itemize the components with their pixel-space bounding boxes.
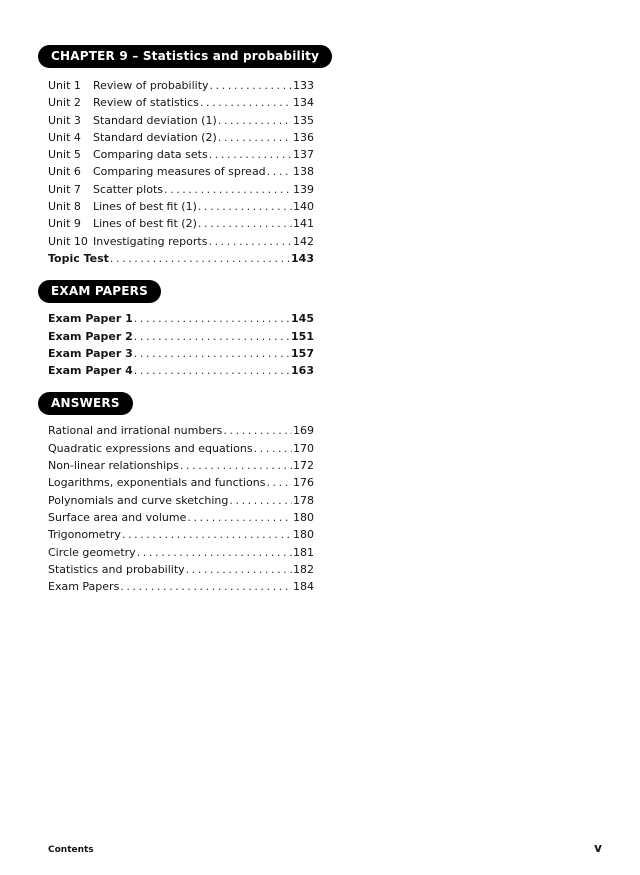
toc-entry-title: Comparing measures of spread (93, 165, 266, 179)
toc-entry-page-number: 180 (293, 510, 314, 524)
toc-entry-title: Lines of best fit (2) (93, 217, 197, 231)
toc-entry-page-number: 138 (293, 165, 314, 179)
toc-entry-title: Exam Paper 1 (48, 312, 133, 326)
toc-entry (48, 345, 314, 362)
toc-entry-title: Exam Paper 4 (48, 364, 133, 378)
toc-entry (48, 163, 314, 180)
toc-entry (48, 112, 314, 129)
toc-entry (48, 440, 314, 457)
dot-leader (267, 163, 292, 180)
toc-entry (48, 310, 314, 327)
toc-entry-page-number: 133 (293, 79, 314, 92)
answers-entries (48, 422, 314, 595)
toc-entry-page-number: 139 (293, 182, 314, 196)
dot-leader (229, 492, 292, 509)
toc-entry (48, 509, 314, 526)
toc-entry (48, 544, 314, 561)
toc-entry (48, 474, 314, 491)
page-footer (48, 841, 602, 855)
toc-entry-unit-label: Unit 5 (48, 148, 81, 162)
toc-entry-title: Investigating reports (93, 234, 208, 248)
exam-papers-heading-badge: EXAM PAPERS (38, 280, 161, 303)
dot-leader (210, 77, 292, 94)
toc-entry-page-number: 157 (291, 346, 314, 360)
dot-leader (223, 422, 292, 439)
dot-leader (134, 328, 290, 345)
toc-entry-page-number: 140 (293, 200, 314, 214)
toc-entry-title: Exam Paper 2 (48, 329, 133, 343)
toc-entry-page-number: 180 (293, 528, 314, 542)
toc-entry-page-number: 141 (293, 217, 314, 231)
toc-entry-title: Exam Papers (48, 580, 120, 594)
toc-entry-page-number: 176 (293, 476, 314, 490)
toc-entry-title: Polynomials and curve sketching (48, 493, 229, 507)
toc-entry-title: Non-linear relationships (48, 459, 179, 473)
toc-entry (48, 181, 314, 198)
toc-entry (48, 526, 314, 543)
toc-entry-page-number: 137 (293, 148, 314, 162)
dot-leader (198, 198, 292, 215)
answers-heading-badge: ANSWERS (38, 392, 133, 415)
toc-entry-page-number: 170 (293, 441, 314, 455)
toc-entry-page-number: 151 (291, 329, 314, 343)
toc-entry-title: Exam Paper 3 (48, 346, 133, 360)
toc-entry (48, 129, 314, 146)
toc-entry-page-number: 142 (293, 234, 314, 248)
table-of-contents (38, 45, 320, 595)
toc-entry-page-number: 163 (291, 364, 314, 378)
chapter-heading-badge: CHAPTER 9 – Statistics and probability (38, 45, 332, 68)
toc-entry-unit-label: Unit 2 (48, 96, 81, 110)
dot-leader (137, 544, 292, 561)
dot-leader (254, 440, 292, 457)
toc-entry-title: Circle geometry (48, 545, 136, 559)
toc-entry-unit-label: Unit 9 (48, 217, 81, 231)
dot-leader (134, 345, 290, 362)
toc-entry-unit-label: Unit 3 (48, 113, 81, 127)
toc-entry-page-number: 134 (293, 96, 314, 110)
toc-entry (48, 328, 314, 345)
toc-entry-page-number: 169 (293, 424, 314, 438)
toc-entry (48, 362, 314, 379)
footer-page-number: v (594, 841, 602, 855)
toc-entry-page-number: 136 (293, 130, 314, 144)
toc-entry (48, 561, 314, 578)
toc-entry (48, 250, 314, 267)
toc-entry (48, 578, 314, 595)
toc-entry-title: Logarithms, exponentials and functions (48, 476, 266, 490)
dot-leader (198, 215, 292, 232)
dot-leader (120, 578, 292, 595)
toc-entry-page-number: 145 (291, 312, 314, 326)
dot-leader (266, 474, 292, 491)
toc-entry-title: Trigonometry (48, 528, 121, 542)
toc-entry-unit-label: Unit 8 (48, 200, 81, 214)
dot-leader (134, 362, 290, 379)
toc-entry (48, 233, 314, 250)
chapter-entries (48, 77, 314, 267)
toc-entry-title: Standard deviation (1) (93, 113, 217, 127)
toc-entry-page-number: 135 (293, 113, 314, 127)
dot-leader (180, 457, 292, 474)
toc-entry-unit-label: Unit 7 (48, 182, 81, 196)
toc-entry-title: Statistics and probability (48, 562, 185, 576)
answers-section (38, 392, 314, 595)
toc-entry-title: Lines of best fit (1) (93, 200, 197, 214)
toc-entry-page-number: 181 (293, 545, 314, 559)
dot-leader (208, 233, 292, 250)
toc-entry-page-number: 182 (293, 562, 314, 576)
toc-entry-unit-label: Unit 1 (48, 79, 81, 92)
toc-entry-unit-label: Unit 4 (48, 130, 81, 144)
dot-leader (164, 181, 292, 198)
dot-leader (209, 146, 292, 163)
dot-leader (200, 94, 292, 111)
dot-leader (218, 129, 292, 146)
toc-entry (48, 422, 314, 439)
toc-entry-unit-label: Unit 6 (48, 165, 81, 179)
dot-leader (134, 310, 290, 327)
toc-entry (48, 215, 314, 232)
toc-entry-title: Topic Test (48, 251, 109, 265)
toc-entry-title: Standard deviation (2) (93, 130, 217, 144)
toc-entry-title: Comparing data sets (93, 148, 208, 162)
dot-leader (122, 526, 292, 543)
dot-leader (186, 561, 292, 578)
dot-leader (187, 509, 292, 526)
toc-entry (48, 146, 314, 163)
toc-entry-title: Rational and irrational numbers (48, 424, 223, 438)
toc-entry (48, 94, 314, 111)
toc-entry-page-number: 178 (293, 493, 314, 507)
toc-entry-title: Scatter plots (93, 182, 163, 196)
exam-papers-section (38, 280, 314, 379)
toc-entry (48, 457, 314, 474)
toc-entry-unit-label: Unit 10 (48, 234, 88, 248)
toc-entry (48, 77, 314, 94)
footer-section-label: Contents (48, 845, 94, 855)
exam-papers-entries (48, 310, 314, 379)
toc-entry (48, 198, 314, 215)
toc-entry-title: Review of statistics (93, 96, 199, 110)
dot-leader (218, 112, 292, 129)
toc-entry (48, 492, 314, 509)
toc-entry-title: Review of probability (93, 79, 209, 92)
toc-entry-page-number: 172 (293, 459, 314, 473)
dot-leader (110, 250, 290, 267)
toc-entry-page-number: 184 (293, 580, 314, 594)
toc-entry-page-number: 143 (291, 251, 314, 265)
toc-entry-title: Quadratic expressions and equations (48, 441, 253, 455)
toc-entry-title: Surface area and volume (48, 510, 187, 524)
